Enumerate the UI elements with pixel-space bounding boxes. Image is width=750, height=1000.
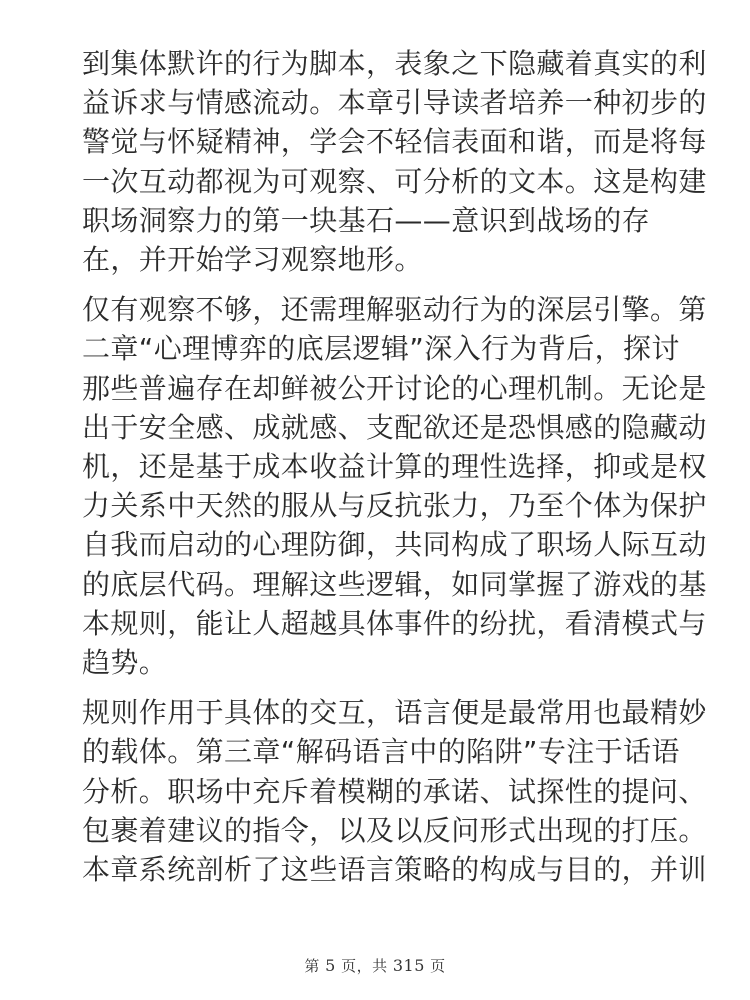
footer-prefix: 第 — [304, 957, 326, 975]
text-line: 机，还是基于成本收益计算的理性选择，抑或是权 — [82, 450, 707, 484]
text-line: 二章“心理博弈的底层逻辑”深入行为背后，探讨 — [82, 332, 680, 366]
total-page-count: 315 — [392, 956, 425, 975]
text-line: 包裹着建议的指令，以及以反问形式出现的打压。 — [82, 813, 707, 847]
text-line: 趋势。 — [82, 646, 168, 680]
footer-suffix: 页 — [424, 957, 446, 975]
text-line: 自我而启动的心理防御，共同构成了职场人际互动 — [82, 528, 707, 562]
paragraph-1 — [82, 44, 707, 279]
page-footer — [0, 955, 750, 976]
text-line: 那些普遍存在却鲜被公开讨论的心理机制。无论是 — [82, 371, 707, 405]
text-line: 一次互动都视为可观察、可分析的文本。这是构建 — [82, 164, 707, 198]
text-line: 规则作用于具体的交互，语言便是最常用也最精妙 — [82, 696, 707, 730]
text-line: 出于安全感、成就感、支配欲还是恐惧感的隐藏动 — [82, 410, 707, 444]
text-line: 仅有观察不够，还需理解驱动行为的深层引擎。第 — [82, 293, 707, 327]
footer-middle: 页，共 — [335, 957, 393, 975]
text-line: 的底层代码。理解这些逻辑，如同掌握了游戏的基 — [82, 567, 707, 601]
paragraph-3 — [82, 693, 707, 889]
text-line: 职场洞察力的第一块基石——意识到战场的存 — [82, 203, 651, 237]
text-line: 到集体默许的行为脚本，表象之下隐藏着真实的利 — [82, 47, 707, 80]
text-line: 益诉求与情感流动。本章引导读者培养一种初步的 — [82, 86, 707, 120]
text-line: 警觉与怀疑精神，学会不轻信表面和谐，而是将每 — [82, 125, 707, 159]
text-line: 的载体。第三章“解码语言中的陷阱”专注于话语 — [82, 735, 680, 769]
text-line: 本规则，能让人超越具体事件的纷扰，看清模式与 — [82, 606, 707, 640]
current-page-number: 5 — [325, 956, 336, 975]
text-line: 在，并开始学习观察地形。 — [82, 243, 423, 277]
paragraph-2 — [82, 290, 707, 682]
text-line: 力关系中天然的服从与反抗张力，乃至个体为保护 — [82, 489, 707, 523]
text-line: 分析。职场中充斥着模糊的承诺、试探性的提问、 — [82, 774, 707, 808]
text-line: 本章系统剖析了这些语言策略的构成与目的，并训 — [82, 853, 707, 887]
body-text — [82, 44, 707, 900]
